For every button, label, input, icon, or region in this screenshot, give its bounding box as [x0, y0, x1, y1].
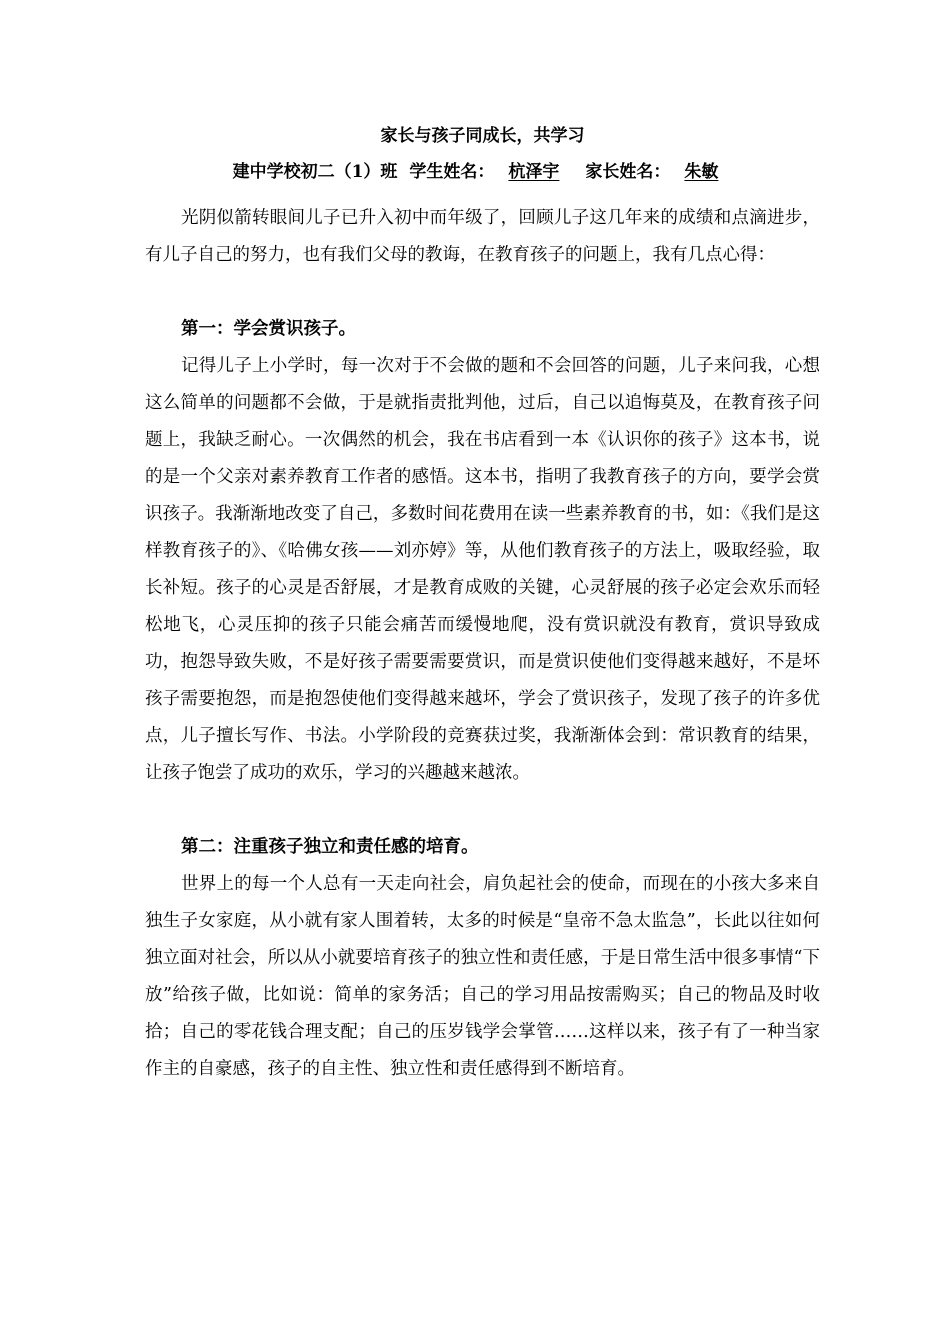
section-paragraph-1: 记得儿子上小学时，每一次对于不会做的题和不会回答的问题，儿子来问我，心想这么简单的问题都不会做，于是就指责批判他，过后，自己以追悔莫及，在教育孩子问题上，我缺乏耐心。一次偶然的机会，我在书店看到一本《认识你的孩子》这本书，说的是一个父亲对素养教育工作者的感悟。这本书，指明了我教育孩子的方向，要学会赏识孩子。我渐渐地改变了自己，多数时间花费用在读一些素养教育的书，如：《我们是这样教育孩子的》、《哈佛女孩——刘亦婷》等，从他们教育孩子的方法上，吸取经验，取长补短。孩子的心灵是否舒展，才是教育成败的关键，心灵舒展的孩子必定会欢乐而轻松地飞，心灵压抑的孩子只能会痛苦而缓慢地爬，没有赏识就没有教育，赏识导致成功，抱怨导致失败，不是好孩子需要需要赏识，而是赏识使他们变得越来越好，不是坏孩子需要抱怨，而是抱怨使他们变得越来越坏，学会了赏识孩子，发现了孩子的许多优点，儿子擅长写作、书法。小学阶段的竞赛获过奖，我渐渐体会到：常识教育的结果，让孩子饱尝了成功的欢乐，学习的兴趣越来越浓。 [145, 356, 820, 783]
author-info-line [145, 154, 820, 190]
student-name: 杭泽宇 [508, 162, 560, 182]
paragraph-spacer [145, 792, 820, 829]
document-page [145, 118, 820, 1088]
intro-paragraph: 光阴似箭转眼间儿子已升入初中而年级了，回顾儿子这几年来的成绩和点滴进步，有儿子自己的努力，也有我们父母的教诲，在教育孩子的问题上，我有几点心得： [145, 208, 820, 265]
paragraph-spacer [145, 274, 820, 311]
section-paragraph-2: 世界上的每一个人总有一天走向社会，肩负起社会的使命，而现在的小孩大多来自独生子女家庭，从小就有家人围着转，太多的时候是“皇帝不急太监急”，长此以往如何独立面对社会，所以从小就要培育孩子的独立性和责任感，于是日常生活中很多事情“下放”给孩子做，比如说：简单的家务活；自己的学习用品按需购买；自己的物品及时收拾；自己的零花钱合理支配；自己的压岁钱学会掌管……这样以来，孩子有了一种当家作主的自豪感，孩子的自主性、独立性和责任感得到不断培育。 [145, 874, 820, 1079]
document-title: 家长与孩子同成长，共学习 [380, 126, 585, 146]
parent-name: 朱敏 [684, 162, 719, 182]
school-class: 建中学校初二（1）班 [232, 162, 398, 182]
student-name-label: 学生姓名： [409, 162, 495, 182]
parent-name-label: 家长姓名： [585, 162, 671, 182]
section-heading-2: 第二：注重孩子独立和责任感的培育。 [181, 837, 479, 857]
section-heading-1: 第一：学会赏识孩子。 [181, 319, 356, 339]
